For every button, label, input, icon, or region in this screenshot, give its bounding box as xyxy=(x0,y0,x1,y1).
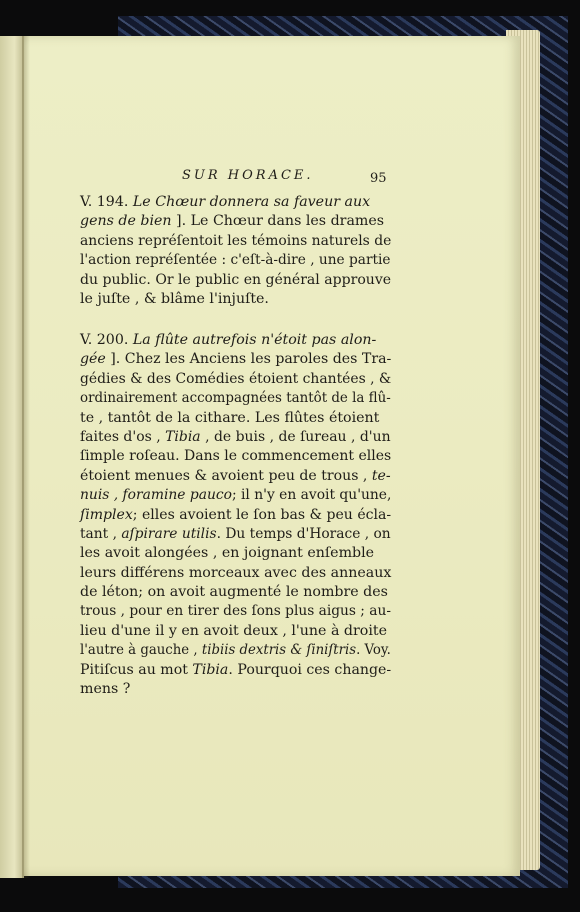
italic-run: te- xyxy=(371,467,391,484)
text-line xyxy=(80,544,391,563)
text-run: l'autre à gauche , xyxy=(80,642,202,659)
italic-run: Tibia xyxy=(165,428,201,445)
text-run: de léton; on avoit augmenté le nombre des xyxy=(80,584,388,601)
text-run: . Du temps d'Horace , on xyxy=(216,525,391,542)
text-run: les avoit alongées , en joignant enſemble xyxy=(80,545,375,562)
text-run: anciens repréſentoit les témoins naturels de xyxy=(80,232,392,249)
text-run: le juſte , & blâme l'injuſte. xyxy=(80,290,269,307)
text-line xyxy=(80,447,392,466)
italic-run: Tibia xyxy=(192,661,229,678)
italic-run: Le Chœur donnera sa faveur aux xyxy=(132,194,371,210)
text-run: lieu d'une il y en avoit deux , l'une à droite xyxy=(80,622,387,639)
text-run: ]. Chez les Anciens les paroles des Tra- xyxy=(105,351,392,368)
text-line xyxy=(80,680,391,699)
paragraph-v200 xyxy=(80,331,391,699)
text-line xyxy=(80,232,392,251)
text-line xyxy=(80,212,391,231)
text-line xyxy=(80,193,391,212)
gutter-shadow xyxy=(22,36,30,878)
text-line xyxy=(80,271,392,290)
text-line xyxy=(80,251,391,270)
text-run: gédies & des Comédies étoient chantées , & xyxy=(80,370,392,387)
text-line xyxy=(80,525,391,544)
text-run: . Voy. xyxy=(356,642,391,659)
text-line xyxy=(80,428,391,447)
text-run: ſimple roſeau. Dans le commencement elles xyxy=(80,448,392,465)
text-line xyxy=(80,583,391,602)
text-run: faites d'os , xyxy=(80,428,166,445)
text-run: V. 194. xyxy=(80,194,133,210)
text-line xyxy=(80,389,391,408)
text-run: leurs différens morceaux avec des anneaux xyxy=(80,564,392,581)
running-head: SUR HORACE. xyxy=(182,168,314,183)
text-line xyxy=(80,564,391,583)
text-line xyxy=(80,602,391,621)
text-run: , de buis , de ſureau , d'un xyxy=(200,428,391,445)
text-run: étoient menues & avoient peu de trous , xyxy=(80,467,372,484)
facing-page xyxy=(0,36,24,878)
text-line xyxy=(80,622,391,641)
text-line xyxy=(80,641,391,660)
page-number: 95 xyxy=(370,171,387,186)
text-run: du public. Or le public en général approuve xyxy=(80,271,392,288)
text-line xyxy=(80,290,391,309)
text-run: tant , xyxy=(80,525,122,542)
text-run: Pitiſcus au mot xyxy=(80,661,193,678)
italic-run: gens de bien xyxy=(80,213,172,230)
text-run: l'action repréſentée : c'eſt-à-dire , une partie xyxy=(80,252,391,269)
text-line xyxy=(80,350,390,369)
text-run: ; elles avoient le ſon bas & peu écla- xyxy=(132,506,392,523)
text-line xyxy=(80,661,390,680)
paragraph-v194 xyxy=(80,193,391,309)
text-run: ]. Le Chœur dans les drames xyxy=(171,213,385,230)
text-run: ; il n'y en avoit qu'une, xyxy=(231,487,392,504)
italic-run: La flûte autrefois n'étoit pas alon- xyxy=(132,332,377,348)
book-page xyxy=(24,36,520,876)
text-run: ordinairement accompagnées tantôt de la flû- xyxy=(80,390,391,407)
italic-run: nuis , foramine pauco xyxy=(80,487,232,504)
text-line xyxy=(80,506,392,525)
text-run: mens ? xyxy=(80,681,131,698)
text-run: . Pourquoi ces change- xyxy=(228,661,392,678)
text-line xyxy=(80,370,392,389)
italic-run: aſpirare utilis xyxy=(121,525,217,542)
text-line xyxy=(80,467,389,486)
text-run: V. 200. xyxy=(80,332,133,348)
text-line xyxy=(80,331,391,350)
italic-run: tibiis dextris & ſiniſtris xyxy=(201,642,357,659)
text-run: te , tantôt de la cithare. Les flûtes étoient xyxy=(80,409,380,426)
text-run: trous , pour en tirer des ſons plus aigus ; au- xyxy=(80,603,391,620)
text-line xyxy=(80,409,391,428)
italic-run: ſimplex xyxy=(80,506,133,523)
text-line xyxy=(80,486,392,505)
italic-run: gée xyxy=(80,351,106,368)
